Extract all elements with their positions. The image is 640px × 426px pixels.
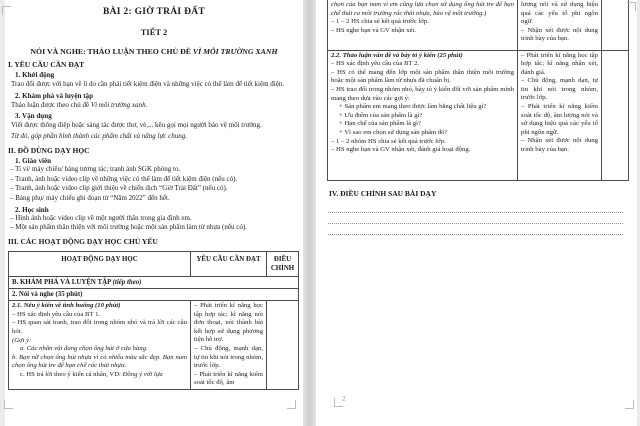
table-header-adjustment: ĐIỀU CHỈNH	[267, 252, 299, 277]
edit-note-line	[328, 224, 623, 235]
cell-question: + Vì sao em chọn sử dụng sản phẩm đó?	[339, 129, 448, 137]
activity-2-1-cell	[9, 301, 191, 390]
activity-2-2-title: 2.2. Thảo luận vấn đề và bày tỏ ý kiến (25 phút)	[331, 51, 463, 59]
paragraph: Trao đổi được với bạn về lí do cần phải tiết kiệm điện và những việc có thể làm để tiết kiệm điện.	[11, 80, 285, 88]
table-header-row	[9, 252, 299, 277]
adjustment-2-1-cell	[267, 301, 299, 390]
cell-paragraph: – HS quan sát tranh, trao đổi trong nhóm nhỏ và trả lời các câu hỏi.	[12, 319, 187, 336]
list-item: – Một sản phẩm thân thiện với môi trường hoặc một sản phẩm làm từ nhựa (nếu có).	[10, 223, 247, 232]
cell-paragraph: – HS có thể mang đến lớp một sản phẩm thân thiện môi trường hoặc một sản phẩm làm từ nhựa đã chuẩn bị.	[331, 68, 514, 85]
cell-paragraph: – Chủ động, mạnh dạn, tự tin khi nói trong nhóm, trước lớp.	[194, 345, 264, 370]
list-item: – Tranh, ảnh hoặc video clip về những việc có thể làm để tiết kiệm điện (nếu có).	[10, 174, 238, 183]
activity-2-1-continued-cell	[328, 0, 518, 50]
table-row	[9, 301, 299, 390]
activities-table-page-2	[327, 0, 629, 181]
crop-mark	[627, 2, 636, 11]
cell-paragraph: chọn của bạn nam vì em cũng lựa chọn sử dụng ống hút tre để hạn chế thải ra môi trường rác thải nhựa, bảo vệ môi trường.)	[331, 1, 514, 17]
cell-paragraph: – 1 – 2 HS chia sẻ kết quả trước lớp.	[331, 18, 429, 26]
requirement-2-2-cell	[518, 50, 602, 180]
edit-note-line	[328, 213, 623, 224]
activity-2-1-title: 2.1. Nêu ý kiến về tình huống (10 phút)	[12, 302, 121, 310]
topic-heading-prefix: NÓI VÀ NGHE: THẢO LUẬN THEO CHỦ ĐỀ	[30, 47, 193, 56]
cell-paragraph: – HS trao đổi trong nhóm nhỏ, bày tỏ ý kiến đối với sản phẩm mình mang theo dựa vào các gợi ý:	[331, 86, 514, 102]
list-item: – Ti vi/ máy chiếu/ bảng tương tác; tranh ảnh SGK phóng to.	[10, 164, 181, 173]
requirement-2-1-cell	[191, 301, 267, 390]
lesson-period-heading: TIẾT 2	[140, 27, 168, 37]
doc-title: BÀI 2: GIỜ TRÁI ĐẤT	[102, 7, 206, 17]
subsection-kham-pha: 2. Khám phá và luyện tập	[15, 91, 94, 100]
cell-paragraph: – HS xác định yêu cầu của BT 1.	[12, 310, 101, 318]
subsection-hoc-sinh: 2. Học sinh	[15, 205, 49, 214]
cell-paragraph: a. Các nhân vật đang chọn ống hút ở cửa hàng.	[20, 345, 148, 353]
cell-paragraph: – HS nghe bạn và GV nhận xét.	[331, 26, 416, 34]
cell-paragraph: – Nhận xét được nội dung trình bày của bạn.	[521, 137, 598, 154]
cell-question: + Sản phẩm em mang theo được làm bằng chất liệu gì?	[339, 103, 487, 111]
list-item: – Bảng phụ/ máy chiếu ghi đoạn từ “Năm 2022” đến hết.	[10, 193, 170, 202]
crop-mark	[2, 6, 11, 15]
cell-paragraph: – Phát triển kĩ năng học tập hợp tác; kĩ năng nhận xét, đánh giá.	[521, 51, 598, 76]
subsection-khoi-dong: 1. Khởi động	[15, 71, 55, 79]
cell-text-italic: Đồng ý với lựa	[122, 370, 163, 378]
subsection-giao-vien: 1. Giáo viên	[15, 156, 52, 165]
activity-2-2-cell	[328, 50, 518, 180]
cell-text: c. HS trả lời theo ý kiến cá nhân, VD:	[20, 370, 123, 378]
page-1-content	[8, 0, 300, 390]
section-2-heading: II. ĐỒ DÙNG DẠY HỌC	[8, 145, 90, 155]
cell-paragraph	[12, 371, 187, 380]
table-row	[328, 0, 629, 50]
adjustment-2-2-cell	[602, 50, 629, 180]
paragraph: Viết được thông điệp hoặc sáng tác được thơ, vè,... kêu gọi mọi người bảo vệ môi trường.	[11, 121, 262, 130]
table-row	[9, 277, 299, 289]
section-3-heading: III. CÁC HOẠT ĐỘNG DẠY HỌC CHỦ YẾU	[8, 237, 158, 247]
list-item: – Tranh, ảnh hoặc video clip giới thiệu về chiến dịch “Giờ Trái Đất” (nếu có).	[10, 184, 228, 193]
page-2	[316, 0, 637, 426]
activity-2-row: 2. Nói và nghe (35 phút)	[9, 289, 299, 301]
requirement-2-1-continued-cell	[518, 0, 602, 50]
crop-mark	[4, 400, 13, 409]
table-row	[328, 50, 629, 180]
table-header-activity: HOẠT ĐỘNG DẠY HỌC	[9, 252, 191, 277]
table-row	[9, 289, 299, 301]
cell-paragraph: – Chủ động, mạnh dạn, tự tin khi nói trong nhóm, trước lớp.	[521, 77, 598, 102]
paragraph-note: Từ đó, góp phần hình thành các phẩm chất và năng lực chung.	[11, 132, 188, 141]
cell-paragraph: – HS nghe bạn và GV nhận xét, đánh giá hoạt động.	[331, 146, 471, 154]
subsection-van-dung: 3. Vận dụng	[15, 112, 52, 121]
cell-paragraph: – Phát triển kĩ năng học tập hợp tác; kĩ năng nói đơn thoại, nói thành bài kết hợp sử dụng phương tiện hỗ trợ.	[194, 302, 263, 344]
table-header-requirement: YÊU CẦU CẦN ĐẠT	[191, 252, 267, 277]
phase-b-note: (tiếp theo)	[112, 279, 142, 287]
topic-heading-topic: VÌ MÔI TRƯỜNG XANH	[192, 47, 278, 56]
page-2-content	[316, 0, 637, 235]
paragraph-italic: Vì môi trường xanh.	[90, 100, 148, 109]
list-item: – Hình ảnh hoặc video clip về một người thân trong gia đình em.	[10, 213, 192, 222]
cell-paragraph: – Phát triển kĩ năng kiểm soát tốc độ, âm lượng nói và sử dụng hiệu quả các yếu tố phi ngôn ngữ.	[521, 103, 598, 136]
phase-b-row	[9, 277, 299, 289]
cell-paragraph: – Nhận xét được nội dung trình bày của bạn.	[521, 26, 598, 43]
crop-mark	[287, 400, 296, 409]
cell-paragraph: (Gợi ý:	[12, 336, 32, 344]
crop-mark	[625, 400, 634, 409]
paragraph	[8, 101, 300, 111]
paragraph-text: Thảo luận được theo chủ đề	[11, 100, 91, 109]
phase-b-label: B. KHÁM PHÁ VÀ LUYỆN TẬP	[12, 279, 113, 287]
page-1	[5, 0, 303, 426]
cell-paragraph: b. Bạn nữ chọn ống hút nhựa vì có nhiều màu sắc đẹp. Bạn nam chọn ống hút tre để hạn chế rác thải nhựa.	[12, 353, 187, 370]
page-gutter	[303, 0, 316, 426]
cell-paragraph: – 1 – 2 nhóm HS chia sẻ kết quả trước lớp.	[331, 137, 446, 145]
activities-table-page-1	[8, 251, 299, 390]
section-1-heading: I. YÊU CẦU CẦN ĐẠT	[8, 60, 85, 69]
cell-question: + Hạn chế của sản phẩm là gì?	[339, 120, 421, 128]
cell-paragraph: lượng nói và sử dụng hiệu quả các yếu tố phi ngôn ngữ.	[521, 1, 598, 26]
cell-question: + Ưu điểm của sản phẩm là gì?	[339, 111, 423, 119]
topic-heading	[8, 47, 300, 56]
edit-note-line	[328, 202, 623, 213]
cell-paragraph: – HS xác định yêu cầu của BT 2.	[331, 60, 420, 68]
adjustment-2-1-continued-cell	[602, 0, 629, 50]
cell-paragraph: – Phát triển kĩ năng kiểm soát tốc độ, âm	[194, 370, 263, 387]
page-number: 2	[342, 394, 346, 403]
section-4-heading: IV. ĐIỀU CHỈNH SAU BÀI DẠY	[329, 188, 437, 198]
